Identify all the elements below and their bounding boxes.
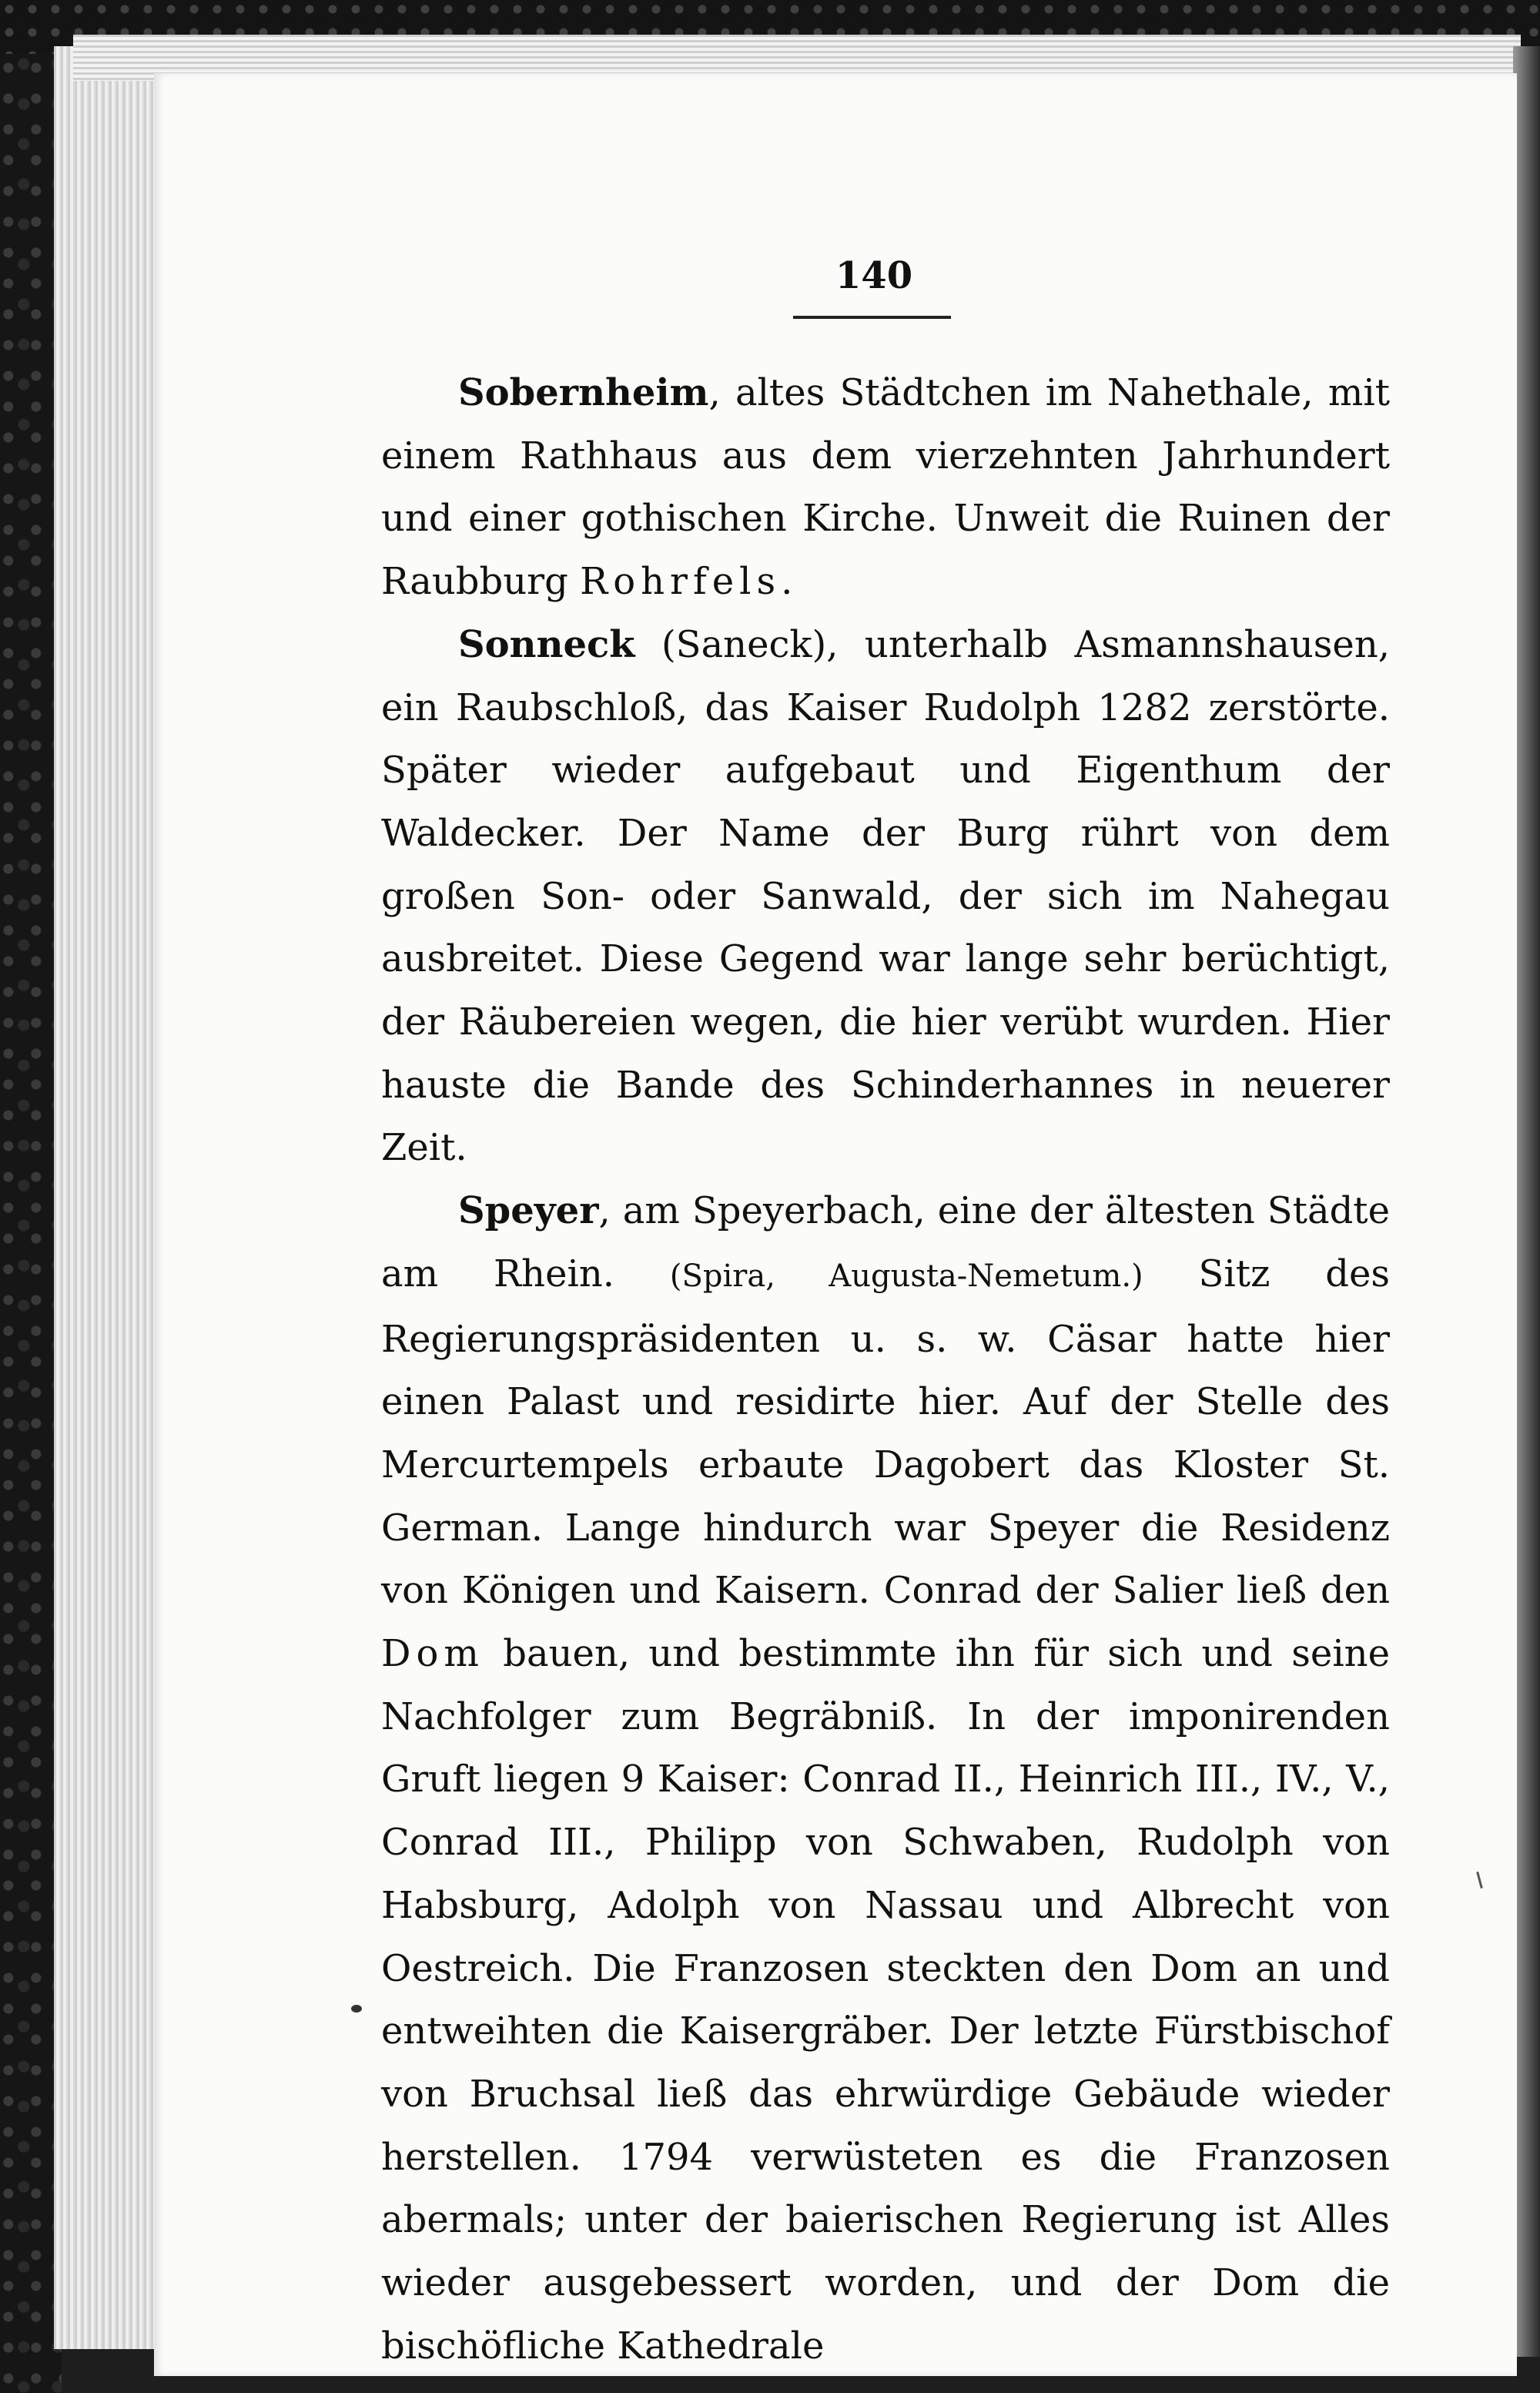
entry-head: Speyer [458, 1189, 599, 1233]
entry-text: (Saneck), unterhalb Asmannshausen, ein Raubschloß, das Kaiser Rudolph 1282 zerstörte. Später wieder aufgebaut und Eigenthum der Waldecker. Der Name der Burg rührt von dem großen Son- oder Sanwald, der sich im Nahegau ausbreitet. Diese Gegend war lange sehr berüchtigt, der Räubereien wegen, die hier verübt wurden. Hier hauste die Bande des Schinderhannes in neuerer Zeit. [381, 622, 1390, 1170]
emphasized-name: Rohrfels [580, 560, 782, 604]
emphasized-name: Dom [381, 1632, 484, 1676]
entry-text: Sitz des Regierungspräsidenten u. s. w. Cäsar hatte hier einen Palast und residirte hier. Auf der Stelle des Mercurtempels erbaute Dagobert das Kloster St. German. Lange hindurch war Speyer die Residenz von Königen und Kaisern. Conrad der Salier ließ den [381, 1252, 1391, 1613]
page-number: 140 [835, 254, 913, 297]
entry-paragraph [381, 362, 1390, 614]
latin-name: (Spira, Augusta-Nemetum.) [669, 1258, 1143, 1294]
entry-text: bauen, und bestimmte ihn für sich und seine Nachfolger zum Begräbniß. In der imponirenden Gruft liegen 9 Kaiser: Conrad II., Heinrich III., IV., V., Conrad III., Philipp von Schwaben, Rudolph von Habsburg, Adolph von Nassau und Albrecht von Oestreich. Die Franzosen steckten den Dom an und entweihten die Kaisergräber. Der letzte Fürstbischof von Bruchsal ließ das ehrwürdige Gebäude wieder herstellen. 1794 verwüsteten es die Franzosen abermals; unter der baierischen Regierung ist Alles wieder ausgebessert worden, und der Dom die bischöfliche Kathedrale [381, 1632, 1390, 2368]
book-cover-left [0, 0, 62, 2393]
entry-text: . [781, 560, 793, 604]
entry-paragraph [381, 1180, 1390, 2378]
entry-head: Sonneck [458, 622, 635, 666]
entry-text: , altes Städtchen im Nahethale, mit einem Rathhaus aus dem vierzehnten Jahrhundert und einer gothischen Kirche. Unweit die Ruinen der Raubburg [381, 371, 1390, 604]
entry-text: , am Speyerbach, eine der ältesten Städte am Rhein. [381, 1189, 1390, 1295]
entry-head: Sobernheim [458, 371, 709, 414]
page-number-rule [793, 316, 951, 319]
page-edges-left [54, 46, 169, 2349]
body-text [381, 362, 1390, 2378]
entry-paragraph [381, 614, 1390, 1180]
binding-shadow [1513, 46, 1540, 2357]
ink-spot [351, 2005, 362, 2013]
